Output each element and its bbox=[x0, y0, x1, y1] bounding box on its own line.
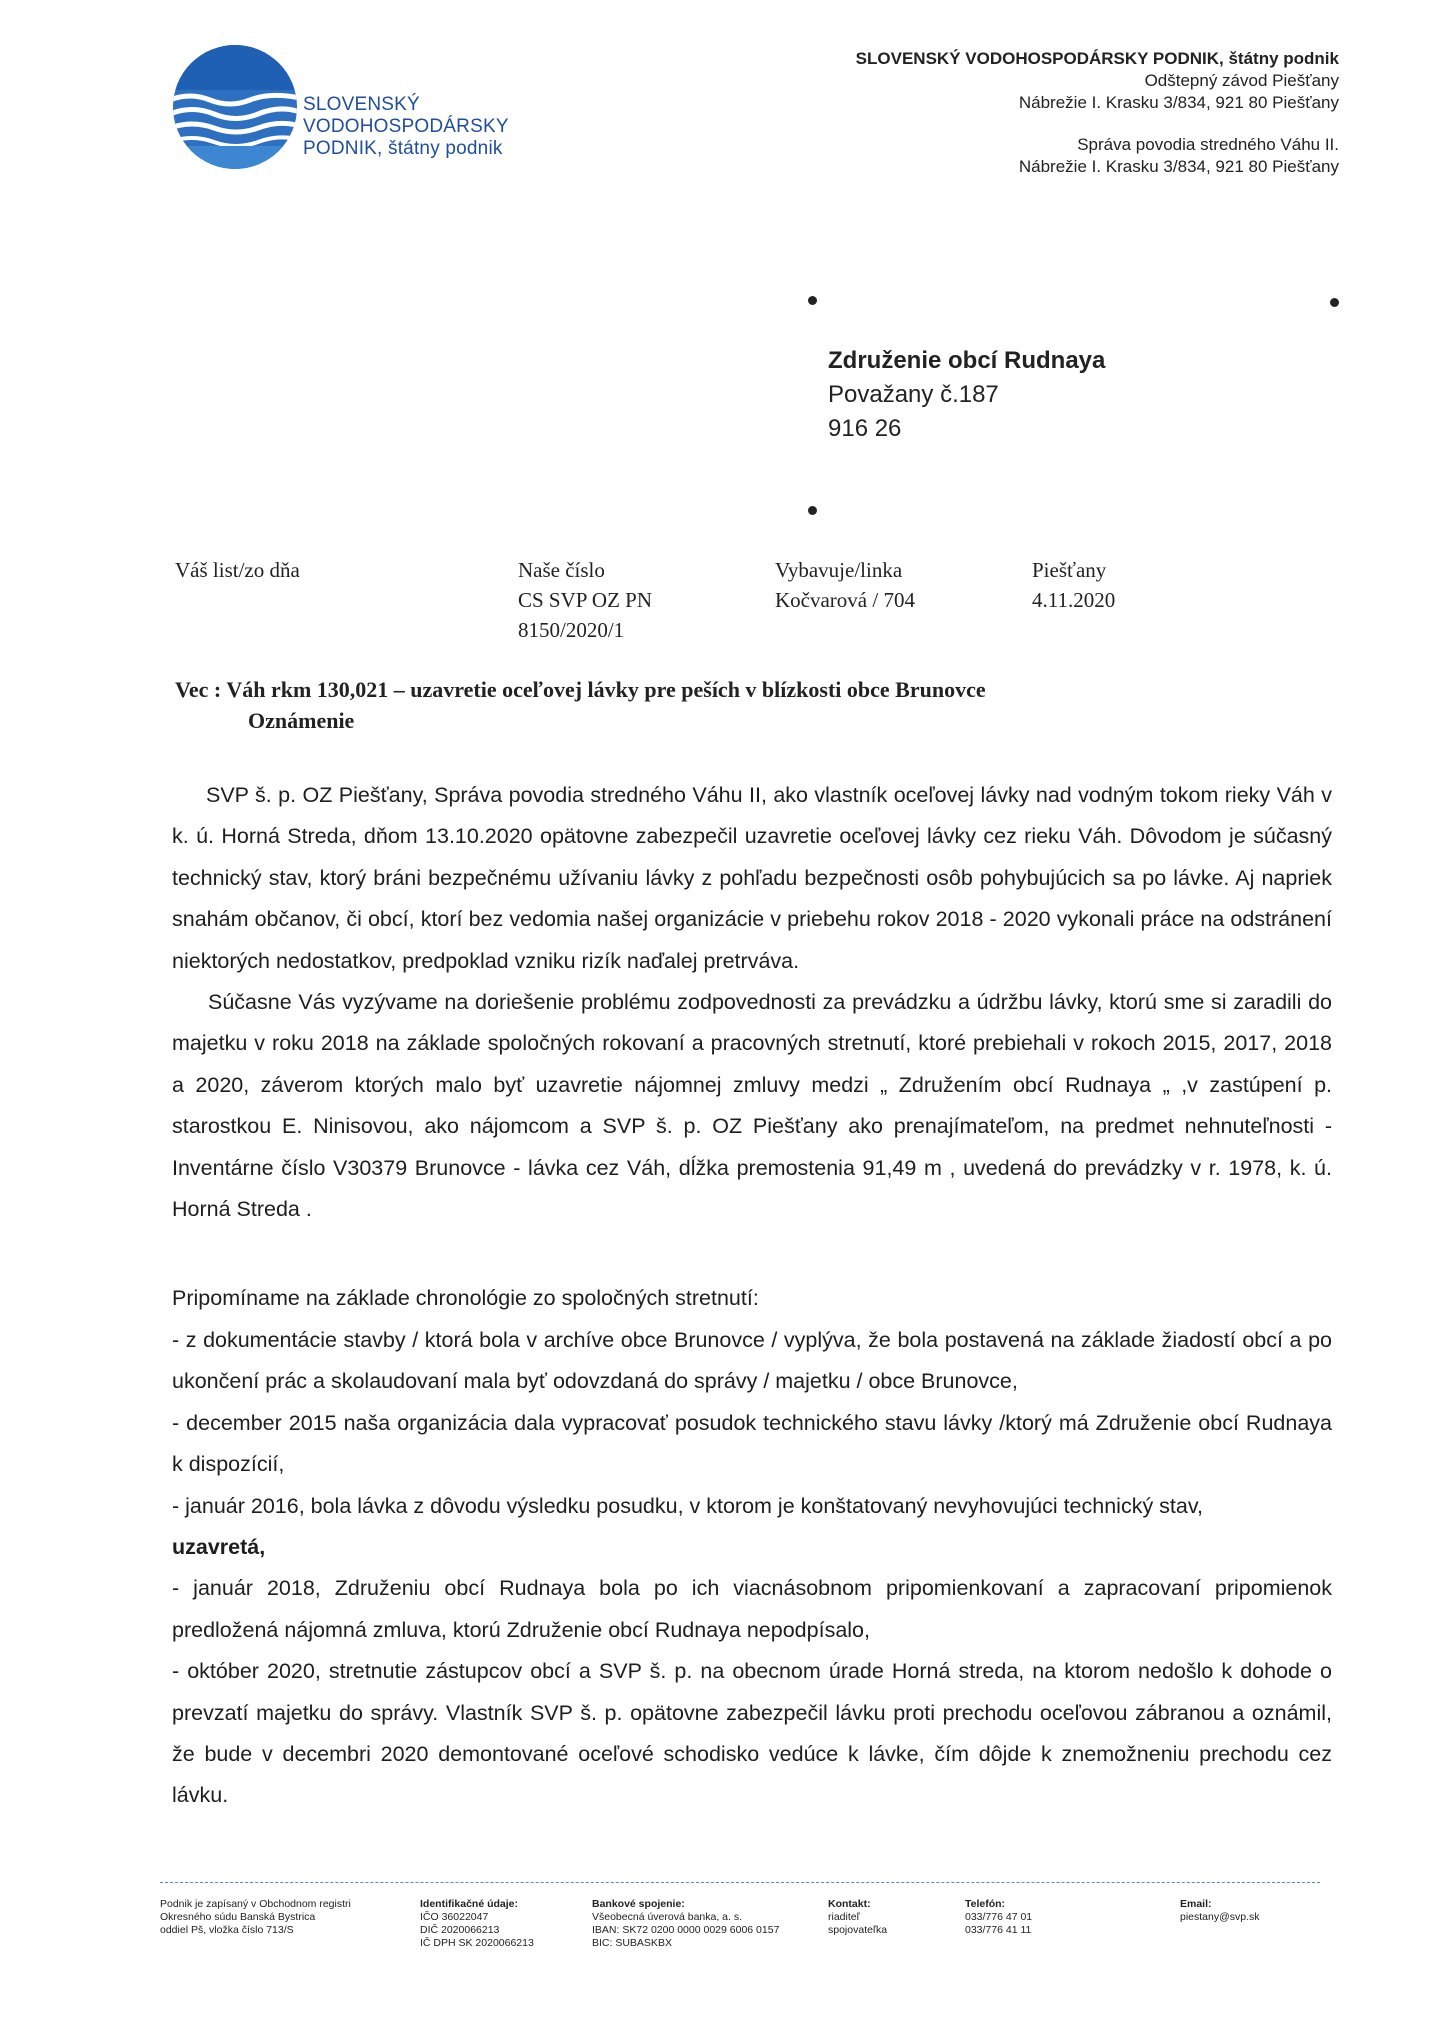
subject-line: Vec : Váh rkm 130,021 – uzavretie oceľovej lávky pre peších v blízkosti obce Brunovce bbox=[175, 677, 986, 702]
our-number-value: 8150/2020/1 bbox=[518, 618, 625, 642]
footer-phone bbox=[965, 1898, 1032, 1937]
footer-text: 033/776 47 01 bbox=[965, 1911, 1033, 1923]
place-label: Piešťany bbox=[1032, 558, 1107, 582]
company-logo bbox=[170, 42, 560, 172]
handled-by-value: Kočvarová / 704 bbox=[775, 588, 915, 612]
footer-text: 033/776 41 11 bbox=[965, 1924, 1032, 1936]
sender-department-address: Nábrežie I. Krasku 3/834, 921 80 Piešťany bbox=[1018, 157, 1339, 176]
paragraph: Súčasne Vás vyzývame na doriešenie problému zodpovednosti za prevádzku a údržbu lávky, ktorú sme si zaradili do majetku v roku 2018 na základe spoločných rokovaní a pracovných stretnutí, ktoré prebiehali v rokoch 2015, 2017, 2018 a 2020, záverom ktorých malo byť uzavretie nájomnej zmluvy medzi „ Združením obcí Rudnaya „ ,v zastúpení p. starostkou E. Ninisovou, ako nájomcom a SVP š. p. OZ Piešťany ako prenajímateľom, na predmet nehnuteľnosti - Inventárne číslo V30379 Brunovce - lávka cez Váh, dĺžka premostenia 91,49 m , uvedená do prevádzky v r. 1978, k. ú. Horná Streda . bbox=[172, 990, 1332, 1222]
chronology-item: - október 2020, stretnutie zástupcov obcí a SVP š. p. na obecnom úrade Horná streda, na ktorom nedošlo k dohode o prevzatí majetku do správy. Vlastník SVP š. p. opätovne zabezpečil lávku proti prechodu oceľovou zábranou a oznámil, že bude v decembri 2020 demontované oceľové schodisko vedúce k lávke, čím dôjde k znemožneniu prechodu cez lávku. bbox=[172, 1659, 1332, 1808]
recipient-street: Považany č.187 bbox=[828, 381, 999, 408]
logo-text bbox=[303, 94, 509, 160]
chronology-item: - december 2015 naša organizácia dala vypracovať posudok technického stavu lávky /ktorý má Združenie obcí Rudnaya k dispozícií, bbox=[172, 1410, 1332, 1477]
footer-text: IČO 36022047 bbox=[420, 1911, 489, 1923]
chronology-item: - január 2016, bola lávka z dôvodu výsledku posudku, v ktorom je konštatovaný nevyhovujúci technický stav, bbox=[172, 1493, 1203, 1518]
sender-block bbox=[856, 48, 1339, 178]
footer-heading: Kontakt: bbox=[828, 1898, 871, 1910]
footer-contact bbox=[828, 1898, 887, 1937]
your-letter-label: Váš list/zo dňa bbox=[175, 558, 300, 582]
sender-address: Nábrežie I. Krasku 3/834, 921 80 Piešťany bbox=[1018, 93, 1339, 112]
sender-org: SLOVENSKÝ VODOHOSPODÁRSKY PODNIK, štátny podnik bbox=[855, 49, 1339, 68]
footer-identification bbox=[420, 1898, 534, 1950]
footer-heading: Identifikačné údaje: bbox=[420, 1898, 519, 1910]
footer-divider bbox=[160, 1882, 1320, 1883]
svp-waves-logo-icon bbox=[170, 42, 300, 172]
letter-body bbox=[172, 775, 1332, 1817]
footer-email-address[interactable]: piestany@svp.sk bbox=[1180, 1911, 1260, 1923]
chronology-item: - január 2018, Združeniu obcí Rudnaya bola po ich viacnásobnom pripomienkovaní a zapracovaní pripomienok predložená nájomná zmluva, ktorú Združenie obcí Rudnaya nepodpísalo, bbox=[172, 1576, 1332, 1642]
sender-branch: Odštepný závod Piešťany bbox=[1144, 71, 1339, 90]
handled-by-block bbox=[775, 555, 915, 615]
address-mark bbox=[808, 506, 817, 515]
our-number-label: Naše číslo bbox=[518, 558, 605, 582]
address-mark bbox=[1330, 298, 1339, 307]
handled-by-label: Vybavuje/linka bbox=[775, 558, 903, 582]
logo-text-line: SLOVENSKÝ bbox=[303, 94, 420, 115]
footer-text: oddiel Pš, vložka číslo 713/S bbox=[160, 1924, 294, 1936]
logo-text-line: VODOHOSPODÁRSKY bbox=[303, 116, 509, 137]
chronology-item: - z dokumentácie stavby / ktorá bola v archíve obce Brunovce / vyplýva, že bola postavená na základe žiadostí obcí a po ukončení prác a skolaudovaní mala byť odovzdaná do správy / majetku / obce Brunovce, bbox=[172, 1327, 1332, 1394]
our-number-value: CS SVP OZ PN bbox=[518, 588, 653, 612]
footer-heading: Telefón: bbox=[965, 1898, 1006, 1910]
footer-text: DIČ 2020066213 bbox=[420, 1924, 500, 1936]
footer-text: spojovateľka bbox=[828, 1924, 888, 1936]
recipient-block bbox=[828, 344, 1105, 446]
footer-text: Všeobecná úverová banka, a. s. bbox=[592, 1911, 743, 1923]
subject bbox=[175, 674, 1305, 736]
footer-text: BIC: SUBASKBX bbox=[592, 1937, 672, 1949]
footer-text: IBAN: SK72 0200 0000 0029 6006 0157 bbox=[592, 1924, 780, 1936]
footer-bank bbox=[592, 1898, 779, 1950]
footer-text: Okresného súdu Banská Bystrica bbox=[160, 1911, 316, 1923]
footer-heading: Bankové spojenie: bbox=[592, 1898, 685, 1910]
chronology-item-emphasis: uzavretá, bbox=[172, 1534, 266, 1559]
paragraph: Pripomíname na základe chronológie zo spoločných stretnutí: bbox=[172, 1286, 759, 1311]
logo-text-line: PODNIK, štátny podnik bbox=[303, 138, 503, 159]
sender-department: Správa povodia stredného Váhu II. bbox=[1077, 135, 1339, 154]
footer-text: Podnik je zapísaný v Obchodnom registri bbox=[160, 1898, 351, 1910]
paragraph: SVP š. p. OZ Piešťany, Správa povodia stredného Váhu II, ako vlastník oceľovej lávky nad vodným tokom rieky Váh v k. ú. Horná Streda, dňom 13.10.2020 opätovne zabezpečil uzavretie oceľovej lávky cez rieku Váh. Dôvodom je súčasný technický stav, ktorý bráni bezpečnému užívaniu lávky z pohľadu bezpečnosti osôb pohybujúcich sa po lávke. Aj napriek snahám občanov, či obcí, ktorí bez vedomia našej organizácie v priebehu rokov 2018 - 2020 vykonali práce na odstránení niektorých nedostatkov, predpoklad vzniku rizík naďalej pretrváva. bbox=[172, 783, 1332, 973]
footer-text: IČ DPH SK 2020066213 bbox=[420, 1937, 534, 1949]
recipient-name: Združenie obcí Rudnaya bbox=[828, 347, 1106, 374]
footer-registry bbox=[160, 1898, 351, 1937]
date-value: 4.11.2020 bbox=[1032, 588, 1116, 612]
our-number-block bbox=[518, 555, 652, 645]
footer-text: riaditeľ bbox=[828, 1911, 860, 1923]
footer-heading: Email: bbox=[1180, 1898, 1212, 1910]
address-mark bbox=[808, 296, 817, 305]
footer-email bbox=[1180, 1898, 1260, 1924]
recipient-zip: 916 26 bbox=[828, 415, 902, 442]
place-date-block bbox=[1032, 555, 1115, 615]
subject-type: Oznámenie bbox=[248, 708, 355, 733]
